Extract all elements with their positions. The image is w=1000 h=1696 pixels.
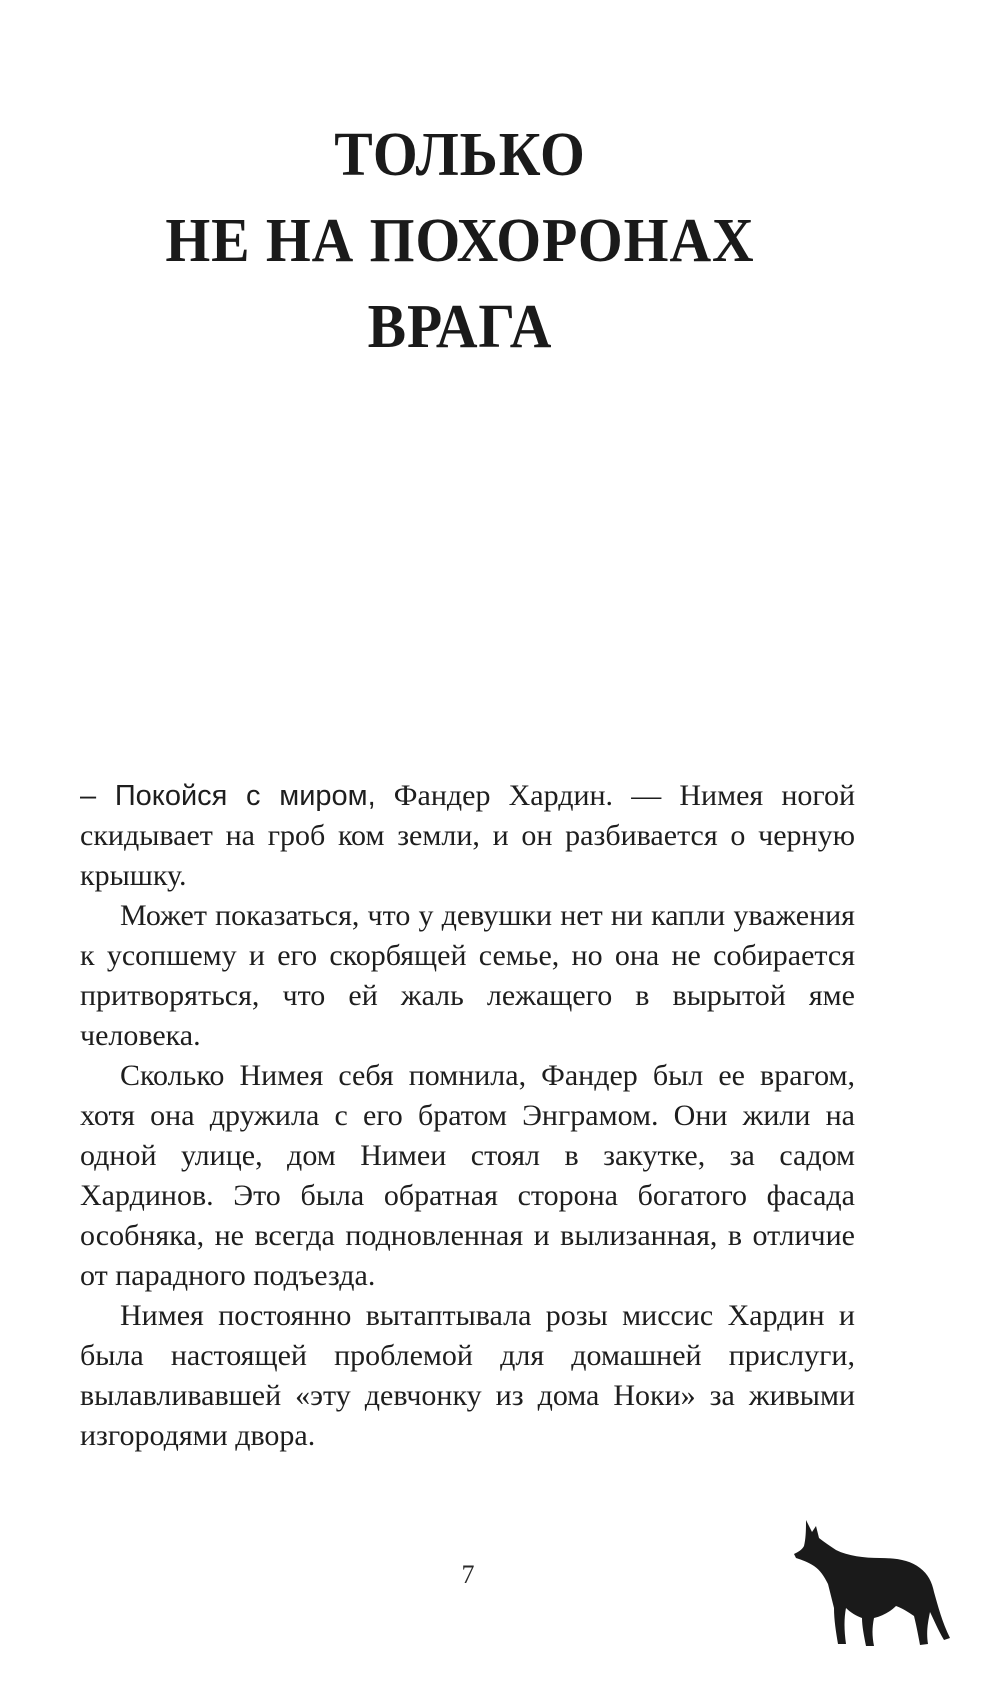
chapter-title-line-2: НЕ НА ПОХОРОНАХ bbox=[165, 207, 755, 275]
wolf-icon bbox=[792, 1512, 952, 1652]
chapter-title bbox=[32, 112, 888, 370]
paragraph-1-text: Фандер Хардин. — Нимея ногой скидывает на гроб ком земли, и он разбивается о черную крышку. bbox=[80, 779, 855, 892]
paragraph-1-lead-in: – Покойся с миром, bbox=[80, 780, 376, 812]
chapter-title-line-1: ТОЛЬКО bbox=[334, 121, 586, 189]
paragraph-4: Нимея постоянно вытаптывала розы миссис Хардин и была настоящей проблемой для домашней прислуги, вылавливавшей «эту девчонку из дома Ноки» за живыми изгородями двора. bbox=[80, 1299, 855, 1452]
paragraph-1 bbox=[80, 776, 855, 896]
chapter-title-line-3: ВРАГА bbox=[367, 293, 553, 361]
paragraph-3: Сколько Нимея себя помнила, Фандер был ее врагом, хотя она дружила с его братом Энграмом. Они жили на одной улице, дом Нимеи стоял в закутке, за садом Хардинов. Это была обратная сторона богатого фасада особняка, не всегда подновленная и вылизанная, в отличие от парадного подъезда. bbox=[80, 1059, 855, 1292]
page-number: 7 bbox=[461, 1560, 475, 1589]
chapter-body bbox=[80, 776, 855, 1456]
paragraph-2: Может показаться, что у девушки нет ни капли уважения к усопшему и его скорбящей семье, но она не собирается притворяться, что ей жаль лежащего в вырытой яме человека. bbox=[80, 899, 855, 1052]
